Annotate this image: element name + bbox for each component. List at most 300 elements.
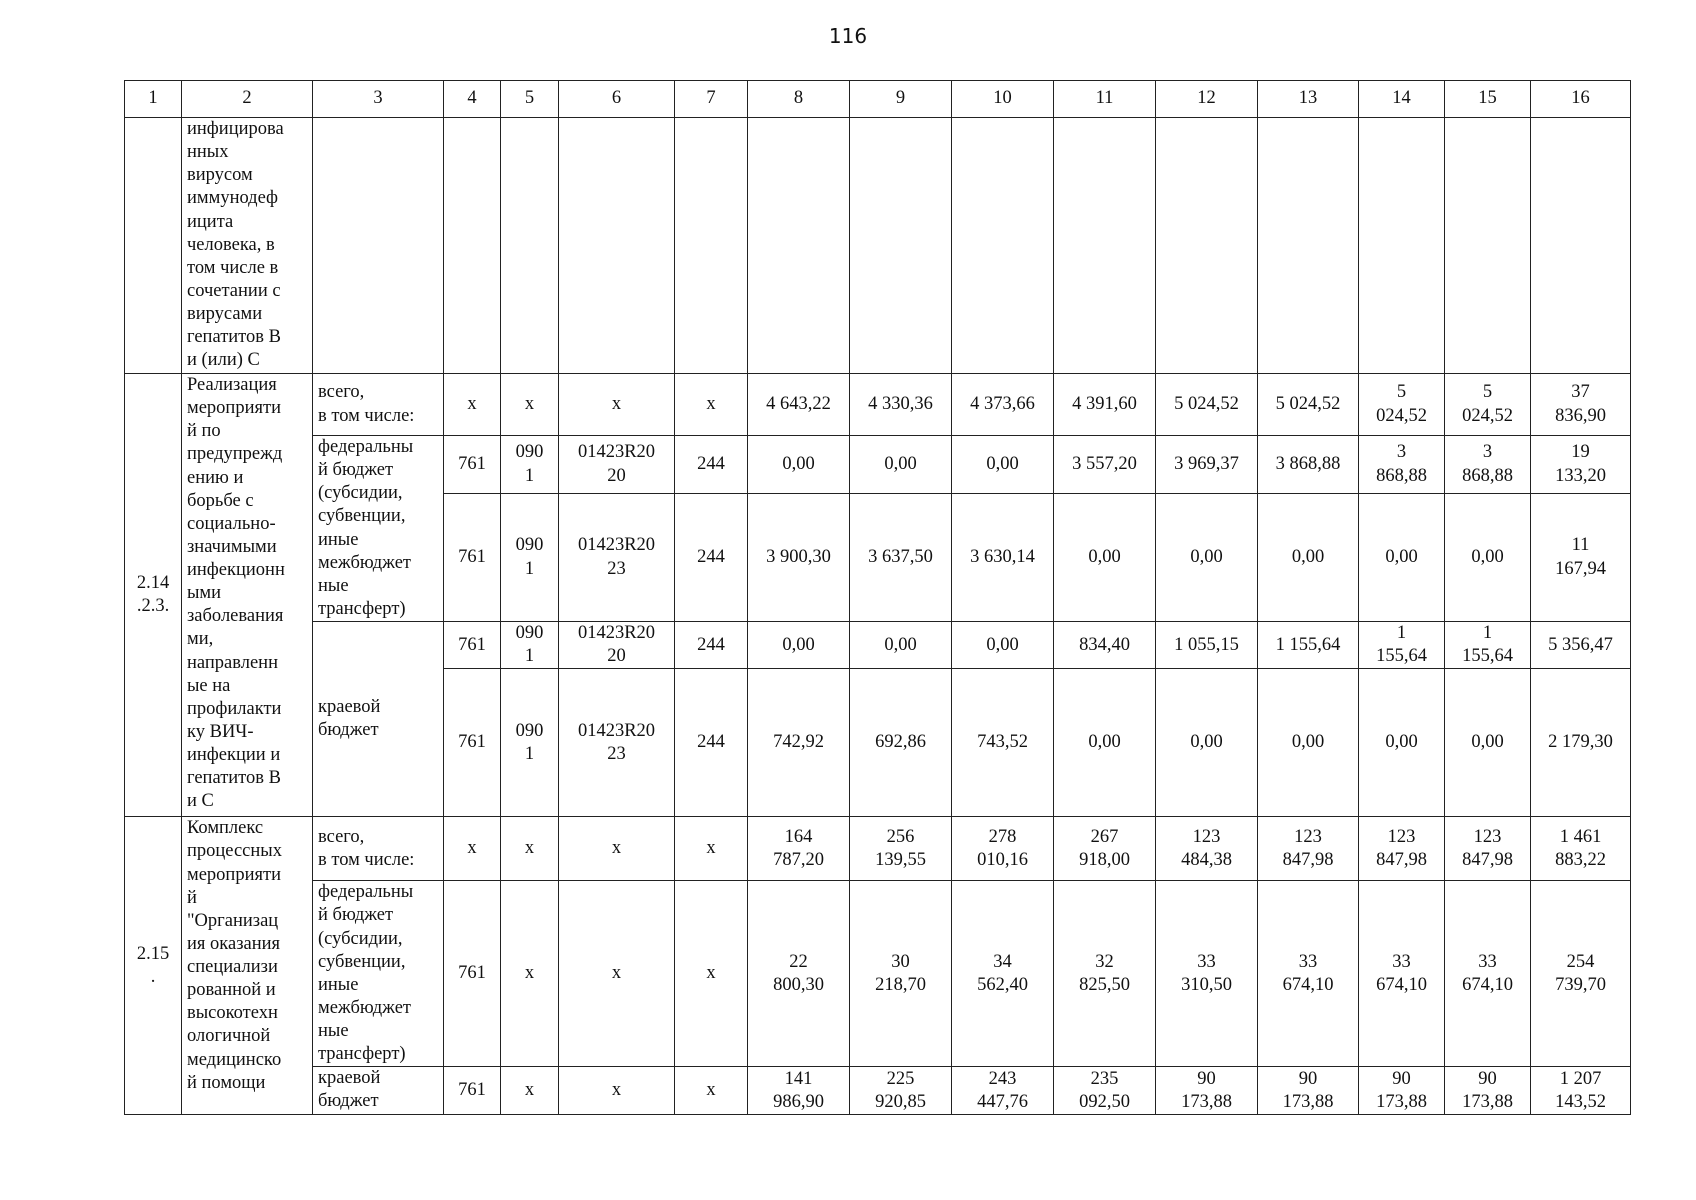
text-line: 010,16 (977, 849, 1028, 870)
s1-federal-1-cell: 761 (444, 436, 501, 494)
s2-regional-cell: х (559, 1067, 675, 1115)
text-line: 23 (607, 558, 626, 579)
text-line: всего, (318, 826, 365, 847)
text-line: 167,94 (1555, 558, 1606, 579)
s2-total-cell (748, 817, 850, 881)
s1-federal-1-cell: 3 557,20 (1054, 436, 1156, 494)
text-line: 164 (784, 826, 813, 847)
text-line: 20 (607, 465, 626, 486)
text-line: 01423R20 (577, 623, 656, 643)
header-cell: 11 (1054, 81, 1156, 118)
text-line: 34 (993, 951, 1012, 972)
s2-federal-cell (1156, 881, 1258, 1067)
text-line: 90 (1478, 1068, 1497, 1089)
text-line: значимыми (187, 536, 277, 557)
text-line: 143,52 (1555, 1091, 1606, 1112)
text-line: трансферт) (318, 1044, 406, 1065)
s1-federal-row-1 (125, 436, 1631, 494)
s2-name (182, 817, 313, 1115)
row-number-cell (125, 118, 182, 374)
s2-regional-cell (952, 1067, 1054, 1115)
text-line: в том числе: (318, 849, 415, 870)
s2-regional-cell: 761 (444, 1067, 501, 1115)
s2-total-label (313, 817, 444, 881)
text-line: 920,85 (875, 1091, 926, 1112)
text-line: 33 (1392, 951, 1411, 972)
s1-total-cell: 5 024,52 (1156, 374, 1258, 436)
s1-federal-1-cell: 0,00 (952, 436, 1054, 494)
text-line: процессных (187, 841, 282, 862)
text-line: ологичной (187, 1026, 271, 1047)
text-line: й (187, 887, 197, 908)
s1-federal-2-cell: 761 (444, 494, 501, 622)
s1-regional-1-cell: 761 (444, 622, 501, 669)
text-line: ению и (187, 467, 244, 488)
s1-federal-label (313, 436, 444, 622)
text-line: сочетании с (187, 280, 281, 301)
s1-federal-2-cell (559, 494, 675, 622)
s2-total-cell (1156, 817, 1258, 881)
s1-regional-1-cell (559, 622, 675, 669)
s1-federal-2-cell: 0,00 (1445, 494, 1531, 622)
s1-total-cell (1359, 374, 1445, 436)
text-line: ицита (187, 211, 234, 232)
s1-federal-2-cell: 3 630,14 (952, 494, 1054, 622)
text-line: Комплекс (187, 818, 264, 839)
text-line: в том числе: (318, 405, 415, 426)
text-line: 918,00 (1079, 849, 1130, 870)
text-line: мероприяти (187, 864, 281, 885)
s2-regional-cell (1054, 1067, 1156, 1115)
text-line: иные (318, 974, 359, 995)
text-line: 173,88 (1376, 1091, 1427, 1112)
text-line: направленн (187, 652, 278, 673)
s1-total-cell: 5 024,52 (1258, 374, 1359, 436)
s1-federal-1-cell (559, 436, 675, 494)
s2-regional-row (125, 1067, 1631, 1115)
s2-total-cell (1531, 817, 1631, 881)
text-line: 243 (988, 1068, 1017, 1089)
text-line: 123 (1473, 826, 1502, 847)
s1-federal-1-cell: 0,00 (850, 436, 952, 494)
text-line: 847,98 (1462, 849, 1513, 870)
text-line: 22 (789, 951, 808, 972)
text-line: инфицирова (187, 119, 284, 139)
header-cell: 16 (1531, 81, 1631, 118)
s1-federal-1-cell (501, 436, 559, 494)
s1-regional-1-cell (1359, 622, 1445, 669)
text-line: профилакти (187, 698, 282, 719)
header-cell: 15 (1445, 81, 1531, 118)
s2-total-cell (1359, 817, 1445, 881)
text-line: гепатитов В (187, 327, 281, 348)
text-line: 11 (1571, 535, 1590, 556)
s1-total-cell: х (444, 374, 501, 436)
s1-regional-1-cell: 834,40 (1054, 622, 1156, 669)
s1-federal-1-cell (1359, 436, 1445, 494)
s1-total-cell (1531, 374, 1631, 436)
s1-regional-1-cell: 244 (675, 622, 748, 669)
text-line: 090 (515, 535, 544, 556)
s2-regional-cell (1258, 1067, 1359, 1115)
text-line: 23 (607, 743, 626, 764)
s1-regional-2-cell: 0,00 (1156, 669, 1258, 817)
text-line: 155,64 (1376, 646, 1427, 667)
s1-total-cell: 4 391,60 (1054, 374, 1156, 436)
s1-federal-1-cell (1531, 436, 1631, 494)
text-line: Реализация (187, 375, 277, 395)
s1-regional-2-cell (559, 669, 675, 817)
text-line: 90 (1197, 1068, 1216, 1089)
s2-regional-cell (850, 1067, 952, 1115)
text-line: 883,22 (1555, 849, 1606, 870)
page-number: 116 (828, 24, 868, 48)
text-line: 33 (1197, 951, 1216, 972)
s1-federal-1-cell (1445, 436, 1531, 494)
s1-regional-1-cell: 0,00 (748, 622, 850, 669)
text-line: 868,88 (1376, 465, 1427, 486)
text-line: 3 (1482, 442, 1493, 463)
text-line: предупрежд (187, 444, 283, 465)
text-line: федеральны (318, 882, 414, 903)
s2-federal-cell (748, 881, 850, 1067)
s2-regional-label (313, 1067, 444, 1115)
text-line: 19 (1571, 442, 1590, 463)
budget-table (124, 80, 1631, 1115)
s1-regional-2-cell: 0,00 (1054, 669, 1156, 817)
s2-federal-row (125, 881, 1631, 1067)
text-line: субвенции, (318, 506, 406, 527)
s1-regional-2-cell: 743,52 (952, 669, 1054, 817)
text-line: ные (318, 575, 349, 596)
text-line: ные (318, 1021, 349, 1041)
text-line: ые на (187, 675, 231, 696)
text-line: 267 (1090, 826, 1119, 847)
header-cell: 7 (675, 81, 748, 118)
text-line: ми, (187, 629, 214, 650)
text-line: вирусом (187, 165, 253, 186)
s1-regional-2-cell: 0,00 (1359, 669, 1445, 817)
s2-federal-cell (1445, 881, 1531, 1067)
text-line: (субсидии, (318, 928, 403, 949)
header-cell: 1 (125, 81, 182, 118)
text-line: инфекции и (187, 745, 281, 765)
text-line: .2.3. (136, 596, 170, 617)
text-line: 139,55 (875, 849, 926, 870)
text-line: заболевания (187, 606, 284, 627)
s2-regional-cell (1156, 1067, 1258, 1115)
text-line: 1 (524, 558, 535, 579)
text-line: 123 (1294, 826, 1322, 847)
text-line: 5 (1482, 382, 1493, 403)
text-line: 90 (1298, 1068, 1318, 1089)
text-line: иные (318, 529, 359, 550)
s1-name (182, 374, 313, 817)
text-line: всего, (318, 382, 365, 403)
s2-number (125, 817, 182, 1115)
text-line: 235 (1090, 1068, 1119, 1089)
s1-regional-2-cell: 692,86 (850, 669, 952, 817)
text-line: 674,10 (1462, 974, 1513, 995)
text-line: ия оказания (187, 933, 281, 954)
text-line: 090 (515, 442, 544, 463)
text-line: 218,70 (875, 974, 926, 995)
s1-regional-2-cell: 2 179,30 (1531, 669, 1631, 817)
s2-regional-cell (1359, 1067, 1445, 1115)
text-line: 32 (1095, 951, 1114, 972)
text-line: 868,88 (1462, 465, 1513, 486)
s2-federal-cell (1531, 881, 1631, 1067)
s1-federal-2-cell: 0,00 (1258, 494, 1359, 622)
s1-regional-1-cell: 1 155,64 (1258, 622, 1359, 669)
text-line: рованной и (187, 980, 276, 1001)
text-line: 674,10 (1376, 974, 1427, 995)
text-line: 01423R20 (577, 535, 656, 556)
s1-regional-2-cell: 761 (444, 669, 501, 817)
s2-federal-cell (850, 881, 952, 1067)
s1-total-cell: 4 330,36 (850, 374, 952, 436)
text-line: 225 (886, 1068, 915, 1089)
s2-total-cell (1054, 817, 1156, 881)
text-line: 37 (1571, 382, 1590, 403)
continuation-row (125, 118, 1631, 374)
s1-regional-2-cell (501, 669, 559, 817)
text-line: й по (187, 421, 221, 442)
text-line: 1 (524, 646, 535, 667)
text-line: бюджет (318, 720, 379, 741)
header-cell: 4 (444, 81, 501, 118)
s1-total-row (125, 374, 1631, 436)
text-line: трансферт) (318, 598, 406, 619)
text-line: и (или) С (187, 350, 260, 371)
s1-total-cell: х (501, 374, 559, 436)
s1-federal-1-cell: 0,00 (748, 436, 850, 494)
text-line: межбюджет (318, 997, 411, 1018)
s1-regional-2-cell: 0,00 (1258, 669, 1359, 817)
text-line: 787,20 (773, 849, 824, 870)
text-line: ыми (187, 583, 222, 604)
s1-regional-label (313, 622, 444, 817)
text-line: 5 (1396, 382, 1407, 403)
text-line: 1 461 (1559, 826, 1602, 847)
s2-total-cell (952, 817, 1054, 881)
s2-regional-cell (748, 1067, 850, 1115)
s2-regional-cell: х (501, 1067, 559, 1115)
text-line: 800,30 (773, 974, 824, 995)
s2-federal-cell: х (675, 881, 748, 1067)
text-line: й бюджет (318, 905, 394, 926)
text-line: и С (187, 791, 214, 812)
s1-regional-1-cell: 1 055,15 (1156, 622, 1258, 669)
s2-total-cell (850, 817, 952, 881)
text-line: федеральны (318, 437, 414, 457)
s2-federal-cell: 761 (444, 881, 501, 1067)
text-line: том числе в (187, 257, 279, 278)
text-line: 30 (891, 951, 910, 972)
text-line: краевой (318, 1068, 381, 1089)
s1-federal-1-cell: 3 868,88 (1258, 436, 1359, 494)
text-line: й помощи (187, 1072, 266, 1093)
s2-regional-cell: х (675, 1067, 748, 1115)
s2-federal-cell (1359, 881, 1445, 1067)
s1-regional-2-cell: 742,92 (748, 669, 850, 817)
header-cell: 3 (313, 81, 444, 118)
s1-total-cell (1445, 374, 1531, 436)
text-line: 173,88 (1462, 1091, 1513, 1112)
text-line: (субсидии, (318, 483, 403, 504)
text-line: краевой (318, 697, 381, 717)
text-line: 1 (1396, 623, 1407, 643)
s2-federal-cell: х (559, 881, 675, 1067)
s1-federal-2-cell: 3 637,50 (850, 494, 952, 622)
text-line: человека, в (187, 234, 275, 255)
text-line: 024,52 (1376, 405, 1427, 426)
text-line: иммунодеф (187, 188, 279, 209)
text-line: 2.15 (136, 943, 170, 964)
s1-federal-2-cell: 0,00 (1359, 494, 1445, 622)
text-line: медицинско (187, 1049, 282, 1070)
s1-federal-1-cell: 244 (675, 436, 748, 494)
s1-federal-2-cell: 0,00 (1156, 494, 1258, 622)
s1-regional-1-cell: 5 356,47 (1531, 622, 1631, 669)
s1-total-cell: 4 373,66 (952, 374, 1054, 436)
text-line: 090 (515, 720, 544, 741)
text-line: 1 (524, 743, 535, 764)
s1-regional-1-cell (1445, 622, 1531, 669)
text-line: высокотехн (187, 1003, 278, 1024)
text-line: 986,90 (773, 1091, 824, 1112)
s1-regional-2-cell: 0,00 (1445, 669, 1531, 817)
s1-total-cell: 4 643,22 (748, 374, 850, 436)
s1-regional-1-cell: 0,00 (850, 622, 952, 669)
text-line: 173,88 (1181, 1091, 1232, 1112)
text-line: "Организац (187, 910, 279, 931)
text-line: й бюджет (318, 460, 394, 481)
s2-total-cell: х (559, 817, 675, 881)
text-line: борьбе с (187, 490, 254, 511)
s1-federal-2-cell (1531, 494, 1631, 622)
text-line: 484,38 (1181, 849, 1232, 870)
header-cell: 6 (559, 81, 675, 118)
s2-total-cell (1445, 817, 1531, 881)
text-line: 562,40 (977, 974, 1028, 995)
s2-federal-cell (952, 881, 1054, 1067)
text-line: мероприяти (187, 398, 281, 419)
text-line: 01423R20 (577, 720, 656, 741)
text-line: субвенции, (318, 951, 406, 972)
s2-total-cell: х (501, 817, 559, 881)
text-line: 310,50 (1181, 974, 1232, 995)
s1-federal-2-cell: 244 (675, 494, 748, 622)
text-line: 674,10 (1282, 974, 1334, 995)
s2-federal-cell: х (501, 881, 559, 1067)
text-line: инфекционн (187, 560, 285, 580)
s2-total-cell: х (444, 817, 501, 881)
s1-regional-2-cell: 244 (675, 669, 748, 817)
s2-total-cell (1258, 817, 1359, 881)
text-line: межбюджет (318, 552, 411, 573)
s1-federal-2-cell: 0,00 (1054, 494, 1156, 622)
text-line: 825,50 (1079, 974, 1130, 995)
text-line: 024,52 (1462, 405, 1513, 426)
text-line: 01423R20 (577, 442, 656, 463)
header-row (125, 81, 1631, 118)
text-line: 3 (1396, 442, 1407, 463)
text-line: 256 (886, 826, 915, 847)
text-line: 173,88 (1282, 1091, 1334, 1112)
text-line: 155,64 (1462, 646, 1513, 667)
text-line: 092,50 (1079, 1091, 1130, 1112)
s1-federal-2-cell: 3 900,30 (748, 494, 850, 622)
text-line: 33 (1478, 951, 1497, 972)
text-line: 133,20 (1555, 465, 1606, 486)
header-cell: 5 (501, 81, 559, 118)
s1-total-label (313, 374, 444, 436)
s1-regional-1-cell (501, 622, 559, 669)
header-cell: 9 (850, 81, 952, 118)
text-line: . (150, 966, 156, 987)
s1-number (125, 374, 182, 817)
text-line: 123 (1192, 826, 1221, 847)
text-line: вирусами (187, 304, 263, 324)
text-line: 739,70 (1555, 974, 1606, 995)
s1-total-cell: х (675, 374, 748, 436)
text-line: 123 (1387, 826, 1416, 847)
text-line: бюджет (318, 1091, 379, 1112)
s1-regional-1-cell: 0,00 (952, 622, 1054, 669)
header-cell: 10 (952, 81, 1054, 118)
s1-federal-2-cell (501, 494, 559, 622)
s2-federal-label (313, 881, 444, 1067)
text-line: 254 (1566, 951, 1595, 972)
header-cell: 8 (748, 81, 850, 118)
header-cell: 2 (182, 81, 313, 118)
text-line: 2.14 (136, 573, 170, 593)
text-line: 20 (607, 646, 626, 667)
text-line: нных (187, 142, 229, 163)
text-line: 90 (1392, 1068, 1411, 1089)
header-cell: 12 (1156, 81, 1258, 118)
s1-regional-row-1 (125, 622, 1631, 669)
s2-regional-cell (1531, 1067, 1631, 1115)
header-cell: 13 (1258, 81, 1359, 118)
text-line: специализи (187, 957, 278, 977)
continuation-name-cell (182, 118, 313, 374)
text-line: гепатитов В (187, 768, 281, 789)
s2-federal-cell (1258, 881, 1359, 1067)
text-line: 278 (988, 826, 1017, 847)
text-line: 1 207 (1559, 1068, 1602, 1089)
text-line: социально- (187, 513, 276, 534)
text-line: 447,76 (977, 1091, 1028, 1112)
text-line: 847,98 (1282, 849, 1334, 870)
text-line: 141 (784, 1068, 813, 1089)
text-line: 847,98 (1376, 849, 1427, 870)
s2-total-cell: х (675, 817, 748, 881)
text-line: 33 (1298, 951, 1318, 972)
text-line: ку ВИЧ- (187, 721, 254, 742)
header-cell: 14 (1359, 81, 1445, 118)
text-line: 1 (1482, 623, 1493, 643)
text-line: 1 (524, 465, 535, 486)
s2-regional-cell (1445, 1067, 1531, 1115)
s1-total-cell: х (559, 374, 675, 436)
s2-total-row (125, 817, 1631, 881)
text-line: 090 (515, 623, 544, 643)
text-line: 836,90 (1555, 405, 1606, 426)
s1-federal-1-cell: 3 969,37 (1156, 436, 1258, 494)
s2-federal-cell (1054, 881, 1156, 1067)
